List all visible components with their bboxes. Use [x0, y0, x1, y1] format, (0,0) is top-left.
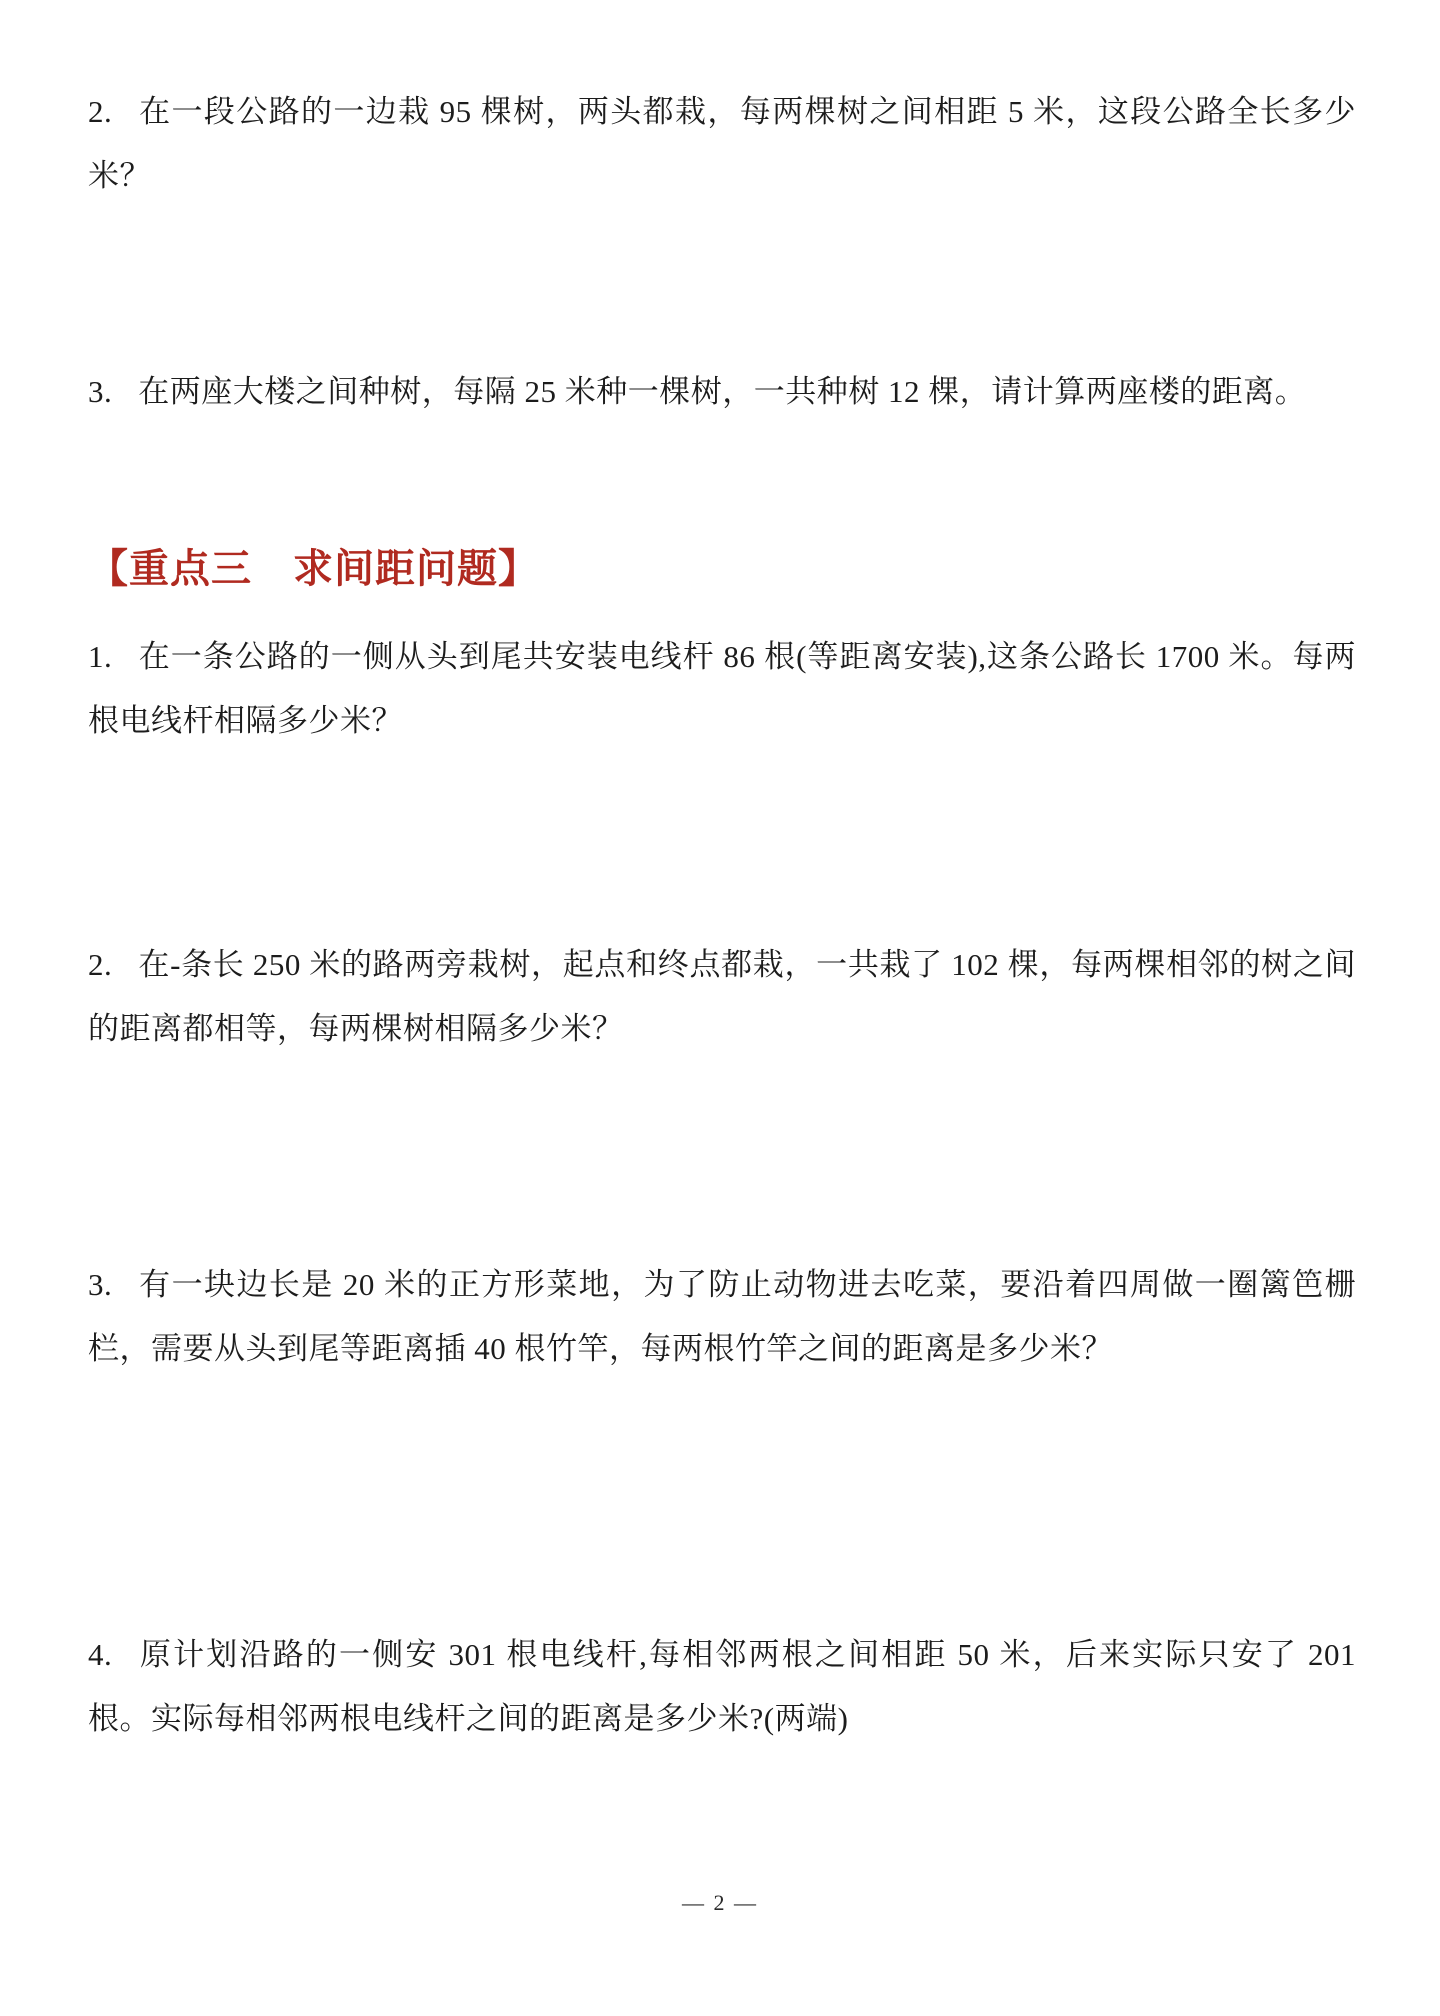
problem-text: 在一段公路的一边栽 95 棵树，两头都栽，每两棵树之间相距 5 米，这段公路全长多少米？ [88, 94, 1356, 193]
problem-text: 在一条公路的一侧从头到尾共安装电线杆 86 根(等距离安装),这条公路长 1700 米。每两根电线杆相隔多少米？ [88, 639, 1356, 738]
problem-text: 有一块边长是 20 米的正方形菜地，为了防止动物进去吃菜，要沿着四周做一圈篱笆栅栏，需要从头到尾等距离插 40 根竹竿，每两根竹竿之间的距离是多少米？ [88, 1267, 1356, 1366]
problem-intro-3 [88, 360, 1356, 424]
problem-section-2 [88, 933, 1356, 1061]
problem-text: 在两座大楼之间种树，每隔 25 米种一棵树，一共种树 12 棵，请计算两座楼的距离。 [138, 374, 1307, 409]
problem-number: 3. [88, 374, 113, 409]
problem-number: 2. [88, 947, 113, 982]
page-number: — 2 — [682, 1890, 758, 1915]
problem-section-4 [88, 1623, 1356, 1751]
problem-number: 1. [88, 639, 113, 674]
problem-section-1 [88, 625, 1356, 753]
problem-text: 在-条长 250 米的路两旁栽树，起点和终点都栽，一共栽了 102 棵，每两棵相邻的树之间的距离都相等，每两棵树相隔多少米？ [88, 947, 1356, 1046]
problem-number: 3. [88, 1267, 113, 1302]
problem-number: 2. [88, 94, 113, 129]
problem-number: 4. [88, 1637, 113, 1672]
problem-intro-2 [88, 80, 1356, 208]
section-heading: 【重点三 求间距问题】 [88, 546, 539, 591]
problem-section-3 [88, 1253, 1356, 1381]
problem-text: 原计划沿路的一侧安 301 根电线杆,每相邻两根之间相距 50 米，后来实际只安了 201 根。实际每相邻两根电线杆之间的距离是多少米?(两端) [88, 1637, 1356, 1736]
